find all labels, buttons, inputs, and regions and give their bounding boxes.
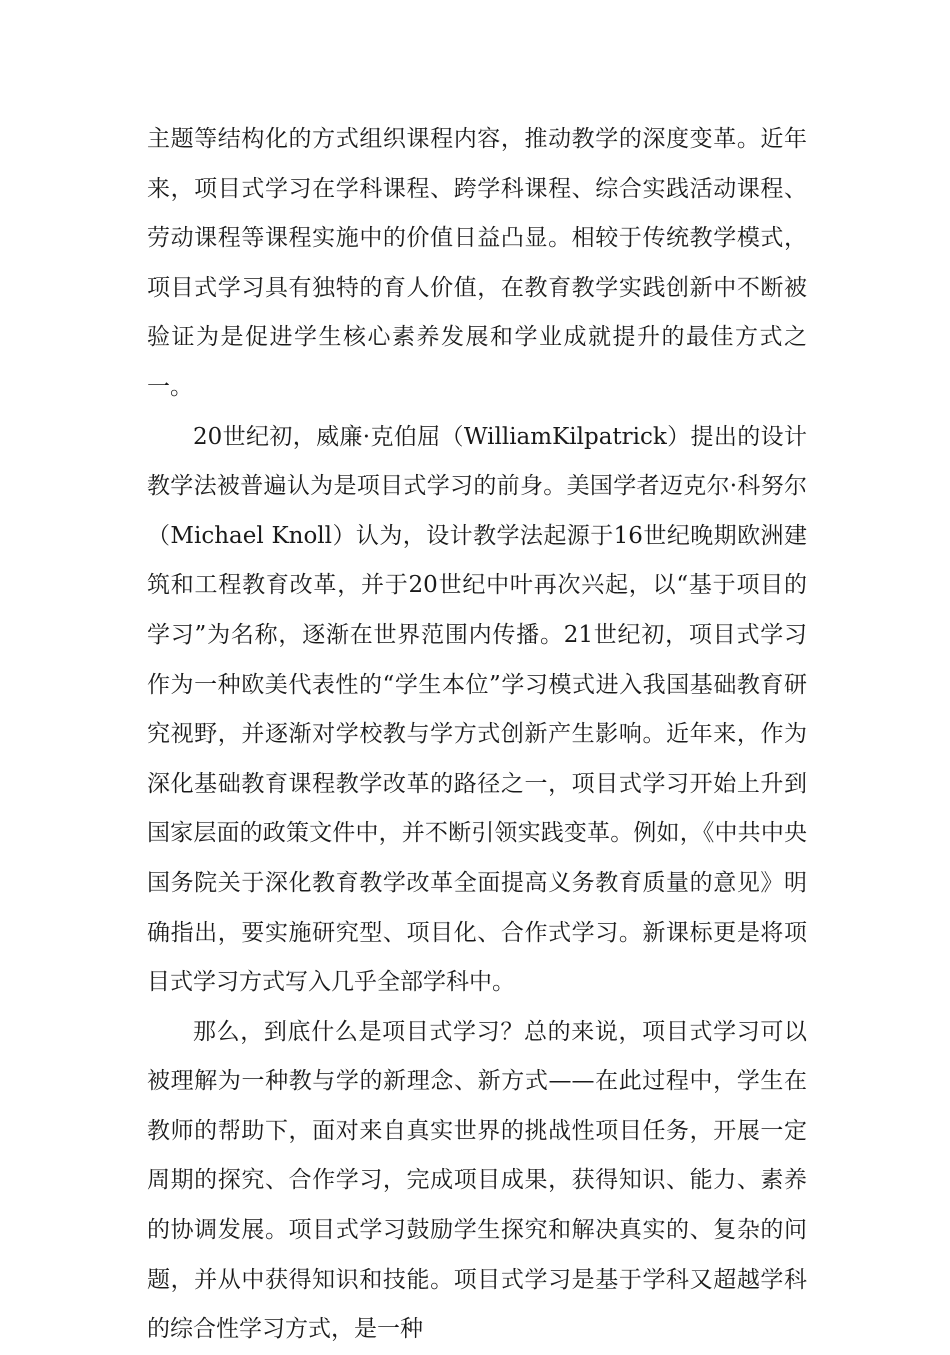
- paragraph-definition: 那么，到底什么是项目式学习？总的来说，项目式学习可以被理解为一种教与学的新理念、新方式——在此过程中，学生在教师的帮助下，面对来自真实世界的挑战性项目任务，开展一定周期的探究、合作学习，完成项目成果，获得知识、能力、素养的协调发展。项目式学习鼓励学生探究和解决真实的、复杂的问题，并从中获得知识和技能。项目式学习是基于学科又超越学科的综合性学习方式，是一种: [147, 1018, 807, 1343]
- body-text: [147, 115, 807, 1355]
- paragraph-continuation: 主题等结构化的方式组织课程内容，推动教学的深度变革。近年来，项目式学习在学科课程、跨学科课程、综合实践活动课程、劳动课程等课程实施中的价值日益凸显。相较于传统教学模式，项目式学习具有独特的育人价值，在教育教学实践创新中不断被验证为是促进学生核心素养发展和学业成就提升的最佳方式之一。: [147, 126, 807, 400]
- paragraph-history: 20世纪初，威廉·克伯屈（WilliamKilpatrick）提出的设计教学法被普遍认为是项目式学习的前身。美国学者迈克尔·科努尔（Michael Knoll）认为，设计教学法起源于16世纪晚期欧洲建筑和工程教育改革，并于20世纪中叶再次兴起，以“基于项目的学习”为名称，逐渐在世界范围内传播。21世纪初，项目式学习作为一种欧美代表性的“学生本位”学习模式进入我国基础教育研究视野，并逐渐对学校教与学方式创新产生影响。近年来，作为深化基础教育课程教学改革的路径之一，项目式学习开始上升到国家层面的政策文件中，并不断引领实践变革。例如，《中共中央 国务院关于深化教育教学改革全面提高义务教育质量的意见》明确指出，要实施研究型、项目化、合作式学习。新课标更是将项目式学习方式写入几乎全部学科中。: [147, 423, 807, 996]
